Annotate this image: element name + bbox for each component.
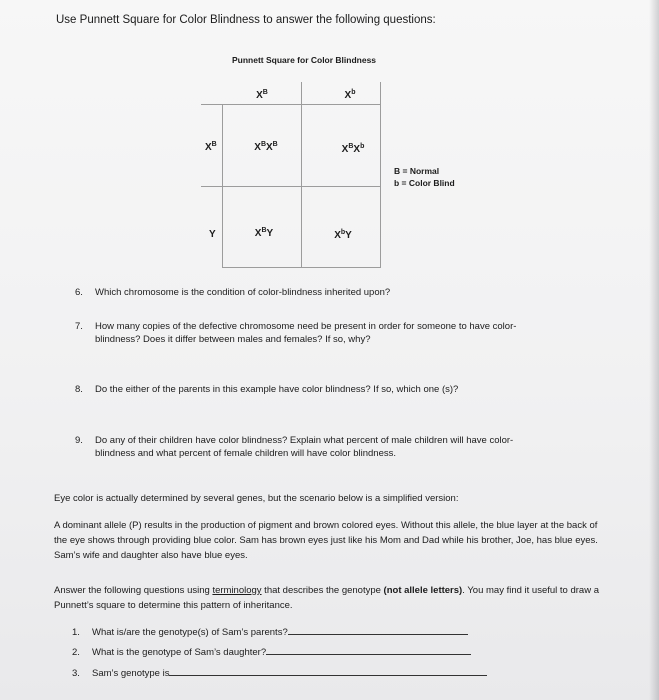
col-header-xb: $X^b$ — [344, 89, 356, 101]
grid-line — [380, 82, 381, 268]
question-6: 6. Which chromosome is the condition of color-blindness inherited upon? — [75, 287, 391, 298]
grid-line — [301, 82, 302, 268]
eye-color-instructions: Answer the following questions using terminology that describes the genotype (not allele letters). You may find it useful to draw a Punnett’s square to determine this pattern of inheritance. — [54, 585, 599, 611]
page-edge-shadow — [649, 0, 659, 700]
eye-question-1: 1. What is/are the genotype(s) of Sam’s parents? — [72, 625, 468, 639]
cell-xBxb: $X^BX^b$ — [341, 143, 365, 155]
row-header-xB: $X^B$ — [205, 141, 217, 153]
row-header-y: Y — [209, 229, 216, 240]
eye-color-intro: Eye color is actually determined by several genes, but the scenario below is a simplified version: — [54, 493, 459, 504]
eye-question-2: 2. What is the genotype of Sam’s daughter? — [72, 645, 471, 659]
key-color-blind: b = Color Blind — [394, 178, 455, 188]
grid-line — [222, 104, 223, 268]
key-normal: B = Normal — [394, 166, 440, 176]
punnett-key — [394, 165, 455, 189]
grid-line — [201, 186, 381, 187]
answer-blank[interactable] — [288, 625, 468, 635]
cell-xBxB: $X^BX^B$ — [254, 141, 278, 153]
answer-blank[interactable] — [266, 645, 471, 655]
question-9: 9. Do any of their children have color blindness? Explain what percent of male children will have color- blindness and what percent of female children will have color blindness. — [75, 435, 514, 459]
punnett-square-title: Punnett Square for Color Blindness — [232, 55, 377, 65]
question-8: 8. Do the either of the parents in this example have color blindness? If so, which one (s)? — [75, 384, 459, 395]
answer-blank[interactable] — [169, 666, 487, 676]
terminology-link: terminology — [212, 585, 262, 596]
eye-question-3: 3. Sam’s genotype is — [72, 666, 487, 680]
col-header-xB: $X^B$ — [256, 89, 268, 101]
punnett-square — [201, 82, 381, 268]
eye-color-scenario: A dominant allele (P) results in the production of pigment and brown colored eyes. Without this allele, the blue layer at the back of the eye shows through providing blue color. Sam has brown eyes just like his Mom and Dad while his brother, Joe, has blue eyes. Sam’s wife and daughter also have blue eyes. — [54, 520, 598, 561]
cell-xBY: $X^BY$ — [254, 227, 274, 239]
grid-line — [201, 104, 381, 105]
worksheet-heading: Use Punnett Square for Color Blindness to answer the following questions: — [56, 14, 436, 26]
cell-xbY: $X^bY$ — [334, 229, 352, 241]
question-7: 7. How many copies of the defective chromosome need be present in order for someone to have color- blindness? Does it differ between males and females? If so, why? — [75, 321, 517, 345]
